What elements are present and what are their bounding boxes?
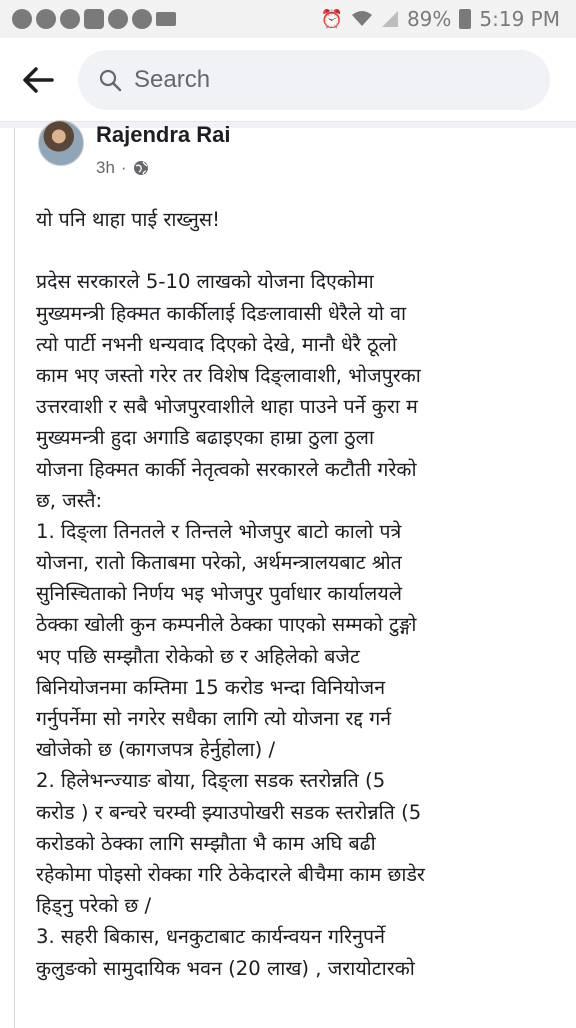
post-text-line: काम भए जस्तो गरेर तर विशेष दिङ्लावाशी, भोजपुरका <box>36 363 421 387</box>
back-arrow-icon[interactable] <box>18 60 58 100</box>
post-text-line: मुख्यमन्त्री हिक्मत कार्कीलाई दिङलावासी धेरैले यो वा <box>36 301 407 325</box>
post-text-line: करोडको ठेक्का लागि सम्झौता भै काम अघि बढी <box>36 831 376 855</box>
messenger-icon <box>36 9 56 29</box>
messenger-icon <box>132 9 152 29</box>
blank-line <box>36 235 566 266</box>
alarm-icon: ⏰ <box>320 8 343 30</box>
post-text-line: भए पछि सम्झौता रोकेको छ र अहिलेको बजेट <box>36 644 360 668</box>
post-text-line: रहेकोमा पोइसो रोक्का गरि ठेकेदारले बीचैमा काम छाडेर <box>36 862 425 886</box>
post-text-line: 2. हिलेभन्ज्याङ बोया, दिङ्ला सडक स्तरोन्नति (5 <box>36 769 386 793</box>
post-text-line: उत्तरवाशी र सबै भोजपुरवाशीले थाहा पाउने पर्ने कुरा म <box>36 395 418 419</box>
post-text-line: यो पनि थाहा पाई राख्नुस! <box>36 208 220 231</box>
search-placeholder: Search <box>134 66 211 93</box>
battery-icon <box>459 9 471 29</box>
avatar[interactable] <box>38 120 84 166</box>
wifi-icon <box>351 10 373 28</box>
globe-icon <box>133 160 149 176</box>
mail-icon <box>156 12 176 26</box>
post-text-line: त्यो पार्टी नभनी धन्यवाद दिएको देखे, मानौ धेरै ठूलो <box>36 332 397 356</box>
battery-percent: 89% <box>406 7 452 31</box>
post-text-line: बिनियोजनमा कम्तिमा 15 करोड भन्दा विनियोजन <box>36 675 386 699</box>
post-author[interactable]: Rajendra Rai <box>96 122 231 147</box>
messenger-icon <box>108 9 128 29</box>
post-text-line: सुनिस्चिताको निर्णय भइ भोजपुर पुर्वाधार कार्यालयले <box>36 582 402 606</box>
post-text-line: मुख्यमन्त्री हुदा अगाडि बढाइएका हाम्रा ठुला ठुला <box>36 426 375 450</box>
post-text-line: 3. सहरी बिकास, धनकुटाबाट कार्यन्वयन गरिनुपर्ने <box>36 925 385 949</box>
post-separator <box>0 122 576 128</box>
post-border <box>14 128 15 1028</box>
post-text <box>36 204 566 984</box>
post-text-line: गर्नुपर्नेमा सो नगरेर सधैका लागि त्यो योजना रद्द गर्न <box>36 707 392 730</box>
messenger-icon <box>12 9 32 29</box>
post-text-line: योजना, रातो किताबमा परेको, अर्थमन्त्रालयबाट श्रोत <box>36 551 402 575</box>
clipboard-icon <box>84 9 104 29</box>
post-text-line: छ, जस्तै: <box>36 488 103 512</box>
messenger-icon <box>60 9 80 29</box>
post-text-line: प्रदेस सरकारले 5-10 लाखको योजना दिएकोमा <box>36 270 374 294</box>
signal-icon <box>381 10 399 28</box>
post-meta <box>96 158 149 178</box>
post-text-line: ठेक्का खोली कुन कम्पनीले ठेक्का पाएको सम्मको टुङ्गो <box>36 613 417 637</box>
search-icon <box>98 68 122 92</box>
post-text-line: कुलुङको सामुदायिक भवन (20 लाख) , जरायोटारको <box>36 956 415 980</box>
post-text-line: करोड ) र बन्चरे चरम्वी झ्याउपोखरी सडक स्तरोन्नति (5 <box>36 800 422 824</box>
post-text-line: खोजेको छ (कागजपत्र हेर्नुहोला) / <box>36 738 276 762</box>
post-text-line: हिड्नु परेको छ / <box>36 894 152 918</box>
search-input[interactable] <box>78 50 550 110</box>
status-bar <box>0 0 576 38</box>
top-bar <box>0 38 576 122</box>
post-text-line: योजना हिक्मत कार्की नेतृत्वको सरकारले कटौती गरेको <box>36 457 417 481</box>
meta-separator: · <box>120 158 127 177</box>
clock: 5:19 PM <box>479 7 560 31</box>
post-time[interactable]: 3h <box>96 158 115 177</box>
post-text-line: 1. दिङ्ला तिनतले र तिन्तले भोजपुर बाटो कालो पत्रे <box>36 519 402 543</box>
notification-icons <box>12 9 176 29</box>
